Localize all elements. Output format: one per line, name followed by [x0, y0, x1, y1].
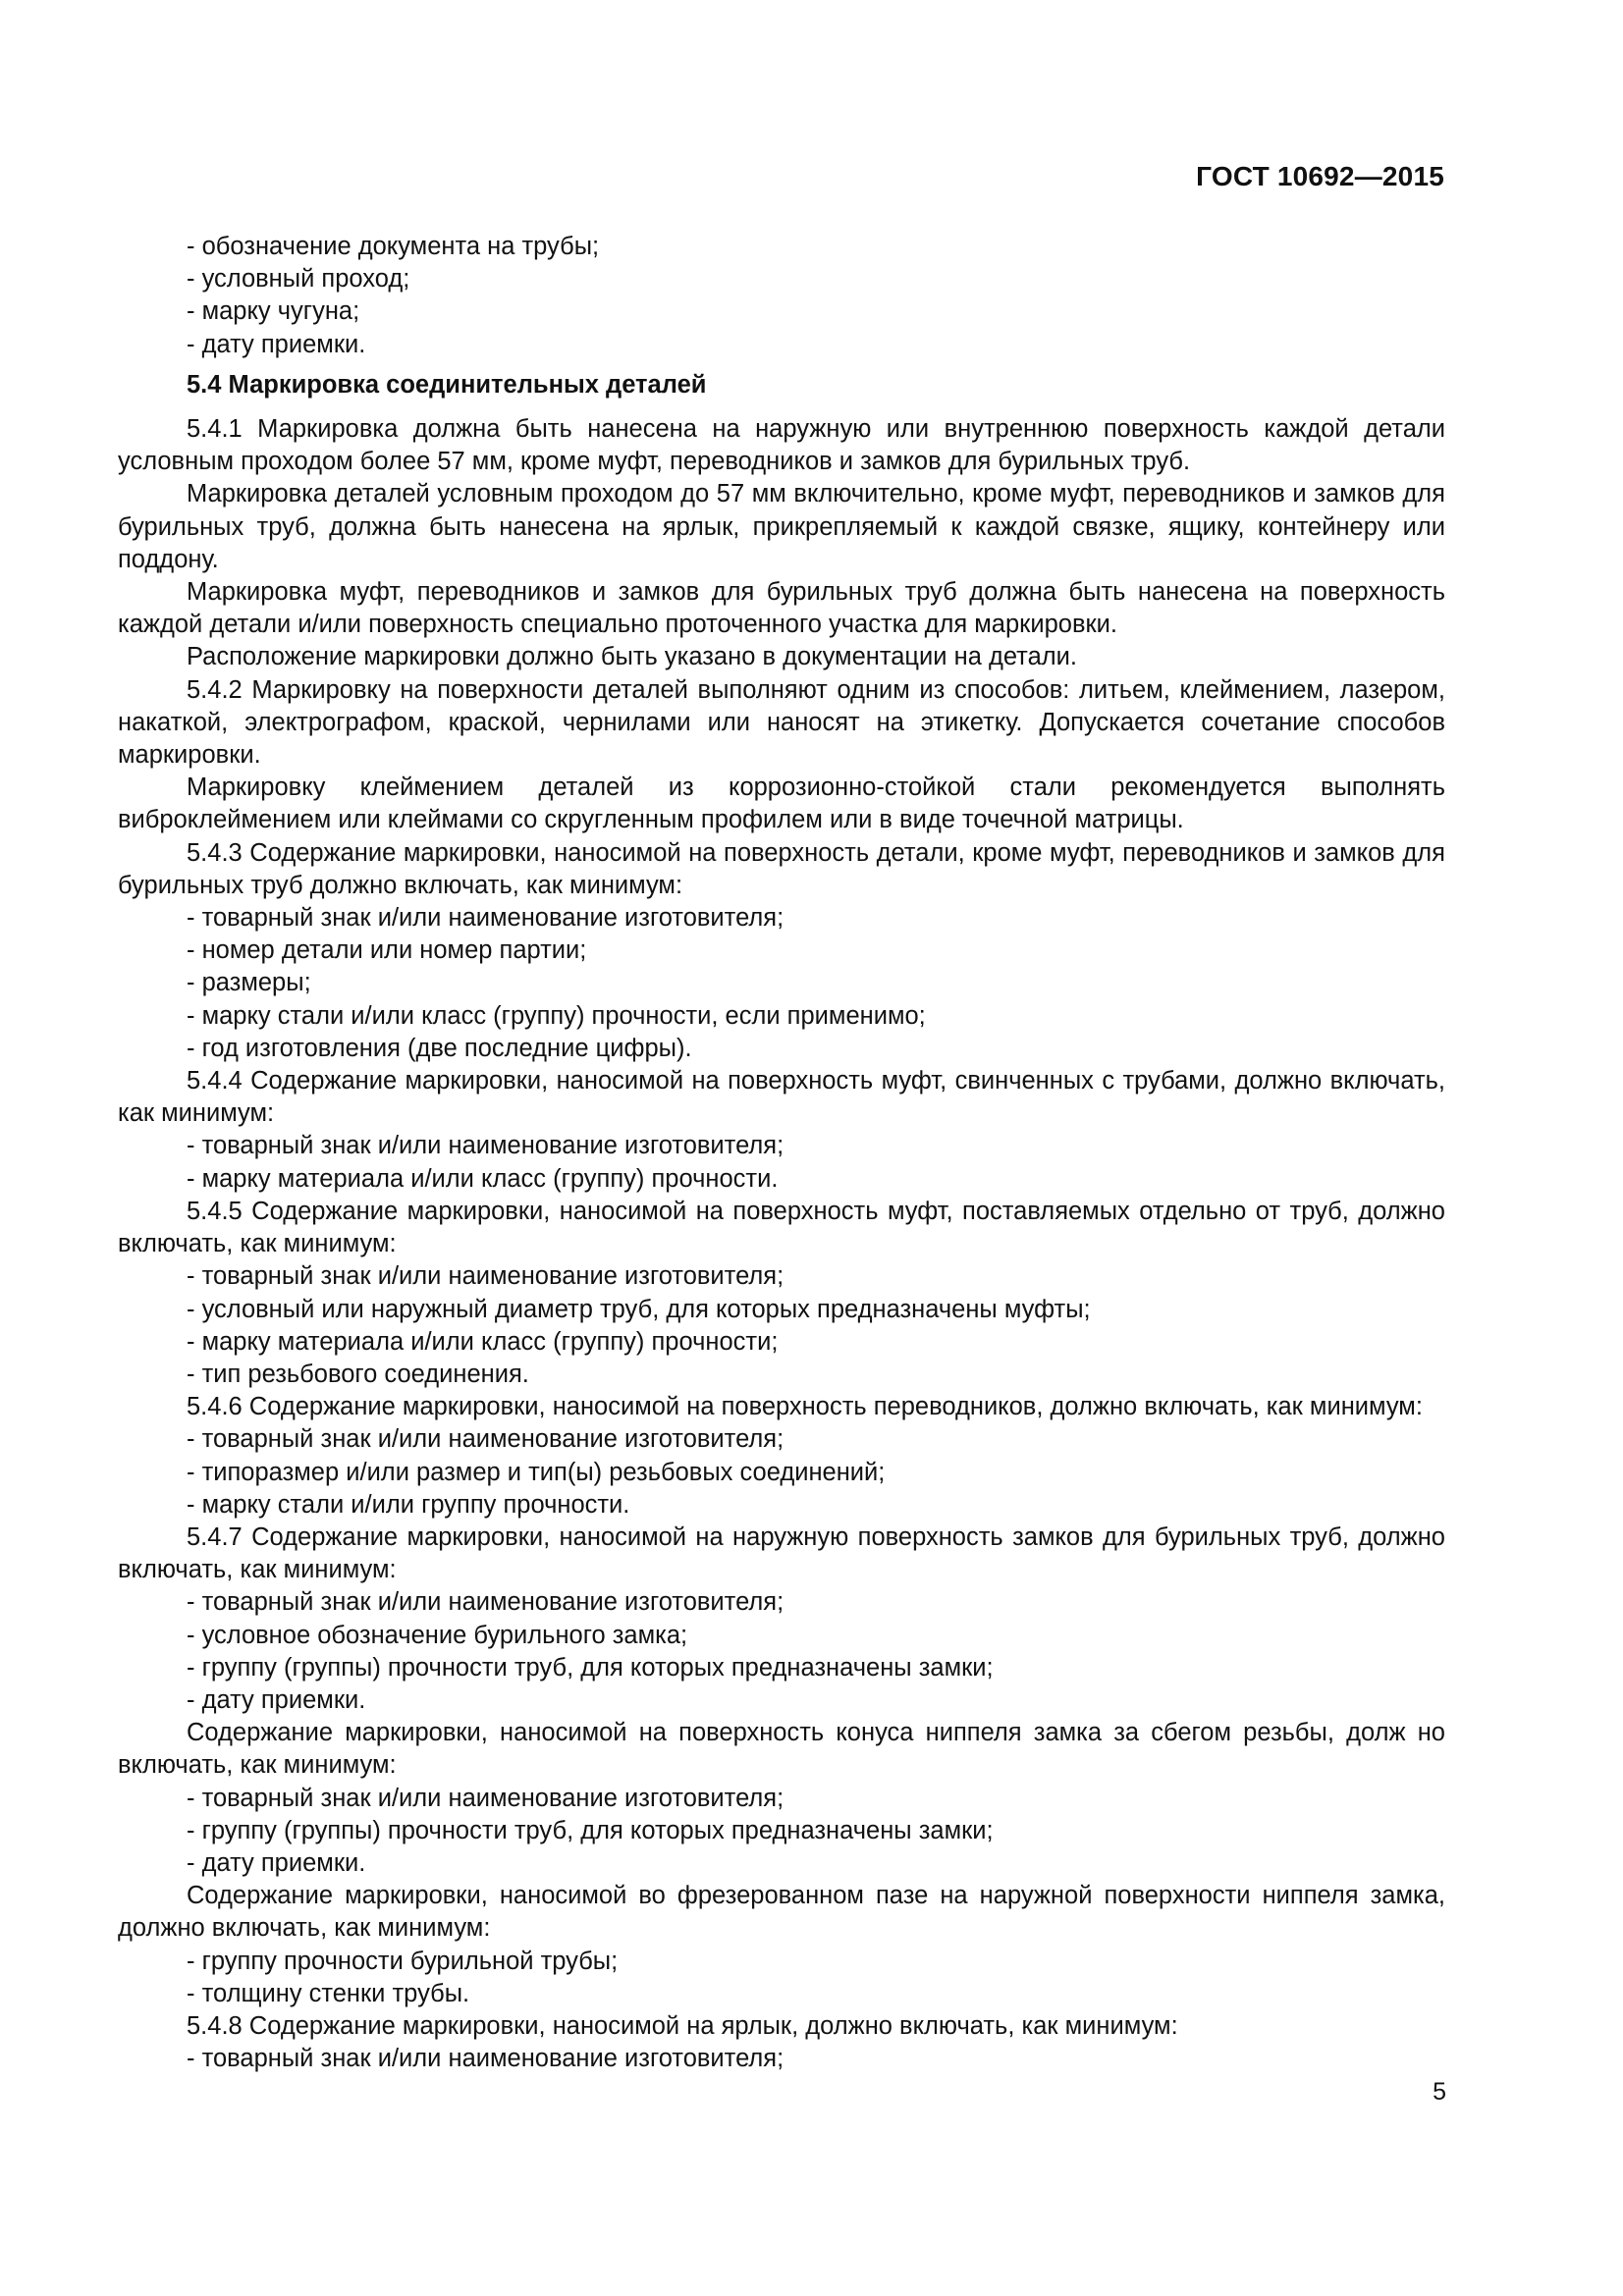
- list-item: - марку материала и/или класс (группу) прочности;: [187, 1327, 779, 1356]
- section-heading: 5.4 Маркировка соединительных деталей: [187, 370, 707, 399]
- list-item: - условный или наружный диаметр труб, для которых предназначены муфты;: [187, 1295, 1091, 1323]
- list-item: - марку материала и/или класс (группу) прочности.: [187, 1164, 779, 1193]
- list-item: - группу (группы) прочности труб, для которых предназначены замки;: [187, 1653, 994, 1682]
- list-item: - условное обозначение бурильного замка;: [187, 1621, 688, 1649]
- list-item: - товарный знак и/или наименование изготовителя;: [187, 1425, 784, 1454]
- list-item: - типоразмер и/или размер и тип(ы) резьбовых соединений;: [187, 1458, 886, 1486]
- list-item: - дату приемки.: [187, 330, 366, 358]
- list-item: - товарный знак и/или наименование изготовителя;: [187, 904, 784, 933]
- list-item: - номер детали или номер партии;: [187, 936, 587, 965]
- list-item: - размеры;: [187, 969, 311, 997]
- list-item: - товарный знак и/или наименование изготовителя;: [187, 1262, 784, 1291]
- paragraph-5-4-6: 5.4.6 Содержание маркировки, наносимой на поверхность переводников, должно включать, как минимум:: [187, 1393, 1423, 1421]
- paragraph-5-4-3: 5.4.3 Содержание маркировки, наносимой на поверхность детали, кроме муфт, переводников и замков для бурильных труб должно включать, как минимум:: [118, 838, 1445, 899]
- paragraph-5-4-1: 5.4.1 Маркировка должна быть нанесена на наружную или внутреннюю поверхность каждой детали условным проходом более 57 мм, кроме муфт, переводников и замков для бурильных труб.: [118, 415, 1445, 476]
- list-item: - марку стали и/или класс (группу) прочности, если применимо;: [187, 1001, 926, 1030]
- paragraph-5-4-5: 5.4.5 Содержание маркировки, наносимой на поверхность муфт, поставляемых отдельно от труб, должно включать, как минимум:: [118, 1197, 1445, 1258]
- paragraph: Содержание маркировки, наносимой во фрезерованном пазе на наружной поверхности ниппеля замка, должно включать, как минимум:: [118, 1882, 1445, 1943]
- page-number: 5: [1433, 2078, 1446, 2106]
- paragraph: Расположение маркировки должно быть указано в документации на детали.: [187, 643, 1077, 671]
- list-item: - год изготовления (две последние цифры).: [187, 1034, 692, 1062]
- list-item: - группу прочности бурильной трубы;: [187, 1947, 619, 1975]
- list-item: - дату приемки.: [187, 1848, 366, 1877]
- document-number-header: ГОСТ 10692—2015: [1196, 161, 1444, 191]
- paragraph: Маркировка муфт, переводников и замков для бурильных труб должна быть нанесена на поверхность каждой детали и/или поверхность специально проточенного участка для маркировки.: [118, 578, 1445, 639]
- list-item: - тип резьбового соединения.: [187, 1360, 529, 1388]
- list-item: - дату приемки.: [187, 1685, 366, 1714]
- paragraph-5-4-7: 5.4.7 Содержание маркировки, наносимой на наружную поверхность замков для бурильных труб, должно включать, как минимум:: [118, 1522, 1445, 1584]
- list-item: - товарный знак и/или наименование изготовителя;: [187, 1784, 784, 1812]
- list-item: - условный проход;: [187, 265, 410, 294]
- list-item: - группу (группы) прочности труб, для которых предназначены замки;: [187, 1816, 994, 1844]
- list-item: - марку стали и/или группу прочности.: [187, 1490, 630, 1519]
- paragraph-5-4-2: 5.4.2 Маркировку на поверхности деталей выполняют одним из способов: литьем, клеймением, лазером, накаткой, электрографом, краской, чернилами или наносят на этикетку. Допускается сочетание способов маркировки.: [118, 675, 1445, 770]
- paragraph: Маркировку клеймением деталей из коррозионно-стойкой стали рекомендуется выполнять виброклеймением или клеймами со скругленным профилем или в виде точечной матрицы.: [118, 774, 1445, 834]
- paragraph: Маркировка деталей условным проходом до 57 мм включительно, кроме муфт, переводников и замков для бурильных труб, должна быть нанесена на ярлык, прикрепляемый к каждой связке, ящику, контейнеру или поддону.: [118, 480, 1445, 573]
- list-item: - обозначение документа на трубы;: [187, 233, 600, 260]
- paragraph-5-4-8: 5.4.8 Содержание маркировки, наносимой на ярлык, должно включать, как минимум:: [187, 2011, 1178, 2040]
- list-item: - товарный знак и/или наименование изготовителя;: [187, 2045, 784, 2073]
- page-content: [118, 231, 1445, 2075]
- paragraph-5-4-4: 5.4.4 Содержание маркировки, наносимой на поверхность муфт, свинченных с трубами, должно включать, как минимум:: [118, 1067, 1445, 1128]
- paragraph: Содержание маркировки, наносимой на поверхность конуса ниппеля замка за сбегом резьбы, долж но включать, как минимум:: [118, 1719, 1445, 1780]
- list-item: - товарный знак и/или наименование изготовителя;: [187, 1132, 784, 1160]
- list-item: - толщину стенки трубы.: [187, 1979, 470, 2007]
- list-item: - марку чугуна;: [187, 297, 360, 326]
- list-item: - товарный знак и/или наименование изготовителя;: [187, 1588, 784, 1617]
